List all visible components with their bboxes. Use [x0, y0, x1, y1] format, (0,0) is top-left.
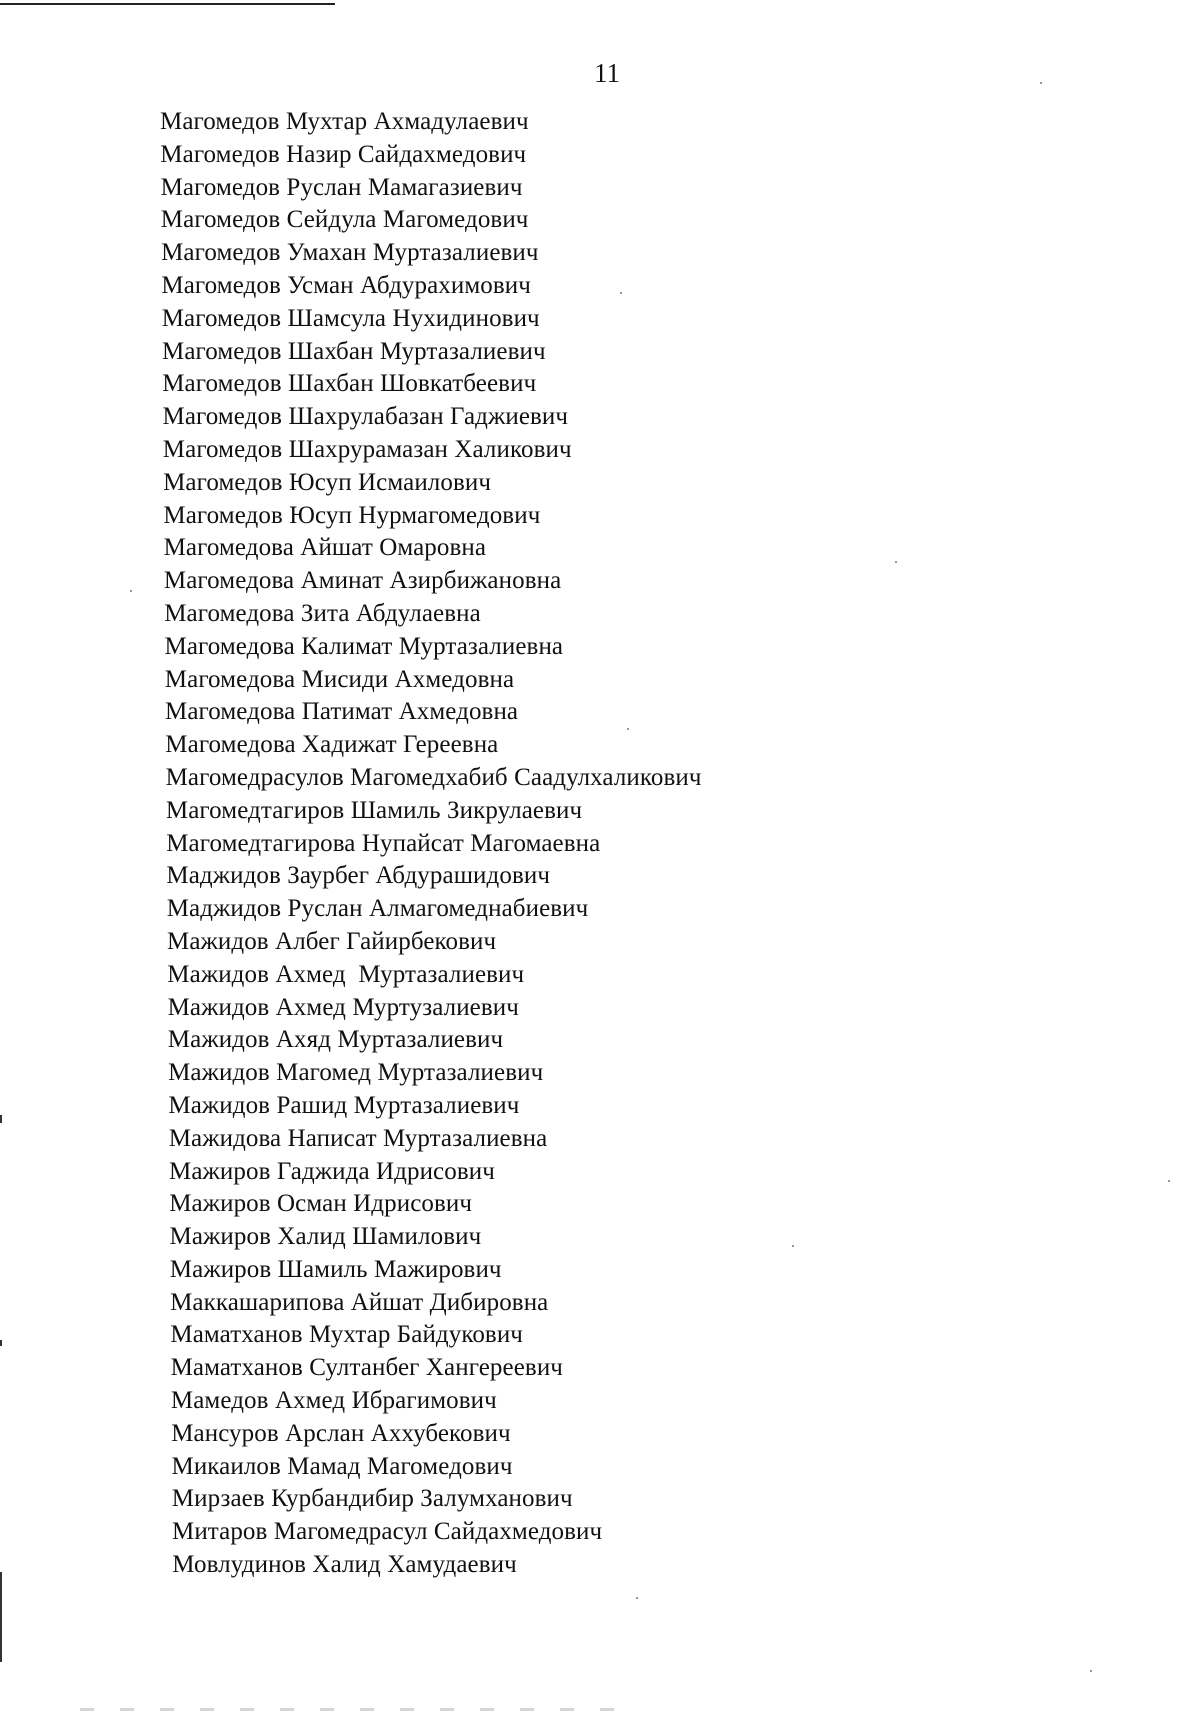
name-entry: Маджидов Заурбег Абдурашидович — [166, 862, 551, 890]
scan-speck — [895, 561, 897, 563]
scan-speck — [130, 590, 132, 592]
name-entry: Магомедов Руслан Мамагазиевич — [160, 173, 523, 201]
name-entry: Магомедов Назир Сайдахмедович — [160, 140, 527, 168]
name-entry: Магомедова Айшат Омаровна — [163, 534, 487, 562]
scan-speck — [636, 1597, 638, 1599]
name-entry: Мажидов Ахяд Муртазалиевич — [167, 1026, 504, 1054]
name-entry: Мансуров Арслан Аххубекович — [171, 1419, 511, 1447]
scan-edge-mark — [0, 1340, 2, 1346]
name-entry: Магомедов Шахбан Шовкатбеевич — [162, 370, 537, 398]
name-entry: Магомедов Шамсула Нухидинович — [161, 304, 540, 332]
name-entry: Мажидова Написат Муртазалиевна — [168, 1124, 548, 1152]
name-entry: Магомедтагиров Шамиль Зикрулаевич — [165, 796, 583, 824]
name-entry: Магомедова Мисиди Ахмедовна — [164, 665, 515, 693]
name-entry: Мажидов Ахмед Муртазалиевич — [167, 960, 525, 988]
name-entry: Магомедова Аминат Азирбижановна — [163, 567, 562, 595]
name-entry: Митаров Магомедрасул Сайдахмедович — [172, 1518, 603, 1546]
name-entry: Мажиров Шамиль Мажирович — [169, 1255, 502, 1283]
name-entry: Магомедтагирова Нупайсат Магомаевна — [166, 829, 601, 857]
name-entry: Магомедов Усман Абдурахимович — [161, 271, 531, 299]
name-entry: Маккашарипова Айшат Дибировна — [170, 1288, 549, 1316]
scan-edge-mark — [0, 1115, 2, 1123]
name-entry: Мамедов Ахмед Ибрагимович — [170, 1387, 497, 1415]
names-list — [160, 106, 702, 1582]
name-entry: Маматханов Султанбег Хангереевич — [170, 1354, 563, 1382]
scan-speck — [792, 1245, 794, 1247]
name-entry: Мажидов Магомед Муртазалиевич — [168, 1059, 544, 1087]
name-entry: Мажиров Осман Идрисович — [169, 1190, 473, 1218]
name-entry: Мажидов Албег Гайирбекович — [167, 927, 497, 955]
name-entry: Маджидов Руслан Алмагомеднабиевич — [166, 895, 589, 923]
name-entry: Мовлудинов Халид Хамудаевич — [172, 1551, 517, 1579]
name-entry: Магомедова Зита Абдулаевна — [164, 599, 481, 627]
scan-edge-mark — [0, 1572, 2, 1662]
name-entry: Мирзаев Курбандибир Залумханович — [171, 1485, 573, 1513]
name-entry: Мажидов Рашид Муртазалиевич — [168, 1091, 520, 1119]
name-entry: Магомедов Умахан Муртазалиевич — [161, 239, 539, 267]
name-entry: Магомедов Юсуп Нурмагомедович — [163, 501, 541, 529]
scan-top-rule — [0, 3, 335, 5]
name-entry: Микаилов Мамад Магомедович — [171, 1452, 513, 1480]
name-entry: Магомедов Мухтар Ахмадулаевич — [160, 108, 529, 135]
name-entry: Магомедов Сейдула Магомедович — [160, 206, 529, 234]
scan-speck — [1040, 82, 1042, 84]
name-entry: Магомедов Шахрурамазан Халикович — [162, 435, 572, 463]
name-entry: Мажиров Гаджида Идрисович — [169, 1157, 495, 1185]
scan-speck — [627, 728, 629, 730]
scan-speck — [1090, 1670, 1092, 1672]
name-entry: Магомедова Патимат Ахмедовна — [165, 698, 519, 726]
name-entry: Магомедов Шахрулабазан Гаджиевич — [162, 403, 569, 431]
scan-bottom-noise — [80, 1708, 640, 1711]
name-entry: Магомедов Шахбан Муртазалиевич — [162, 337, 546, 365]
name-entry: Магомедрасулов Магомедхабиб Саадулхаликович — [165, 763, 702, 791]
scan-speck — [1168, 1180, 1170, 1182]
name-entry: Магомедов Юсуп Исмаилович — [163, 468, 492, 496]
name-entry: Магомедова Хадижат Гереевна — [165, 731, 499, 759]
name-entry: Магомедова Калимат Муртазалиевна — [164, 632, 564, 660]
name-entry: Мажидов Ахмед Муртузалиевич — [167, 993, 519, 1021]
scan-speck — [620, 292, 622, 294]
page-number: 11 — [594, 58, 620, 88]
name-entry: Маматханов Мухтар Байдукович — [170, 1321, 523, 1349]
name-entry: Мажиров Халид Шамилович — [169, 1223, 482, 1251]
